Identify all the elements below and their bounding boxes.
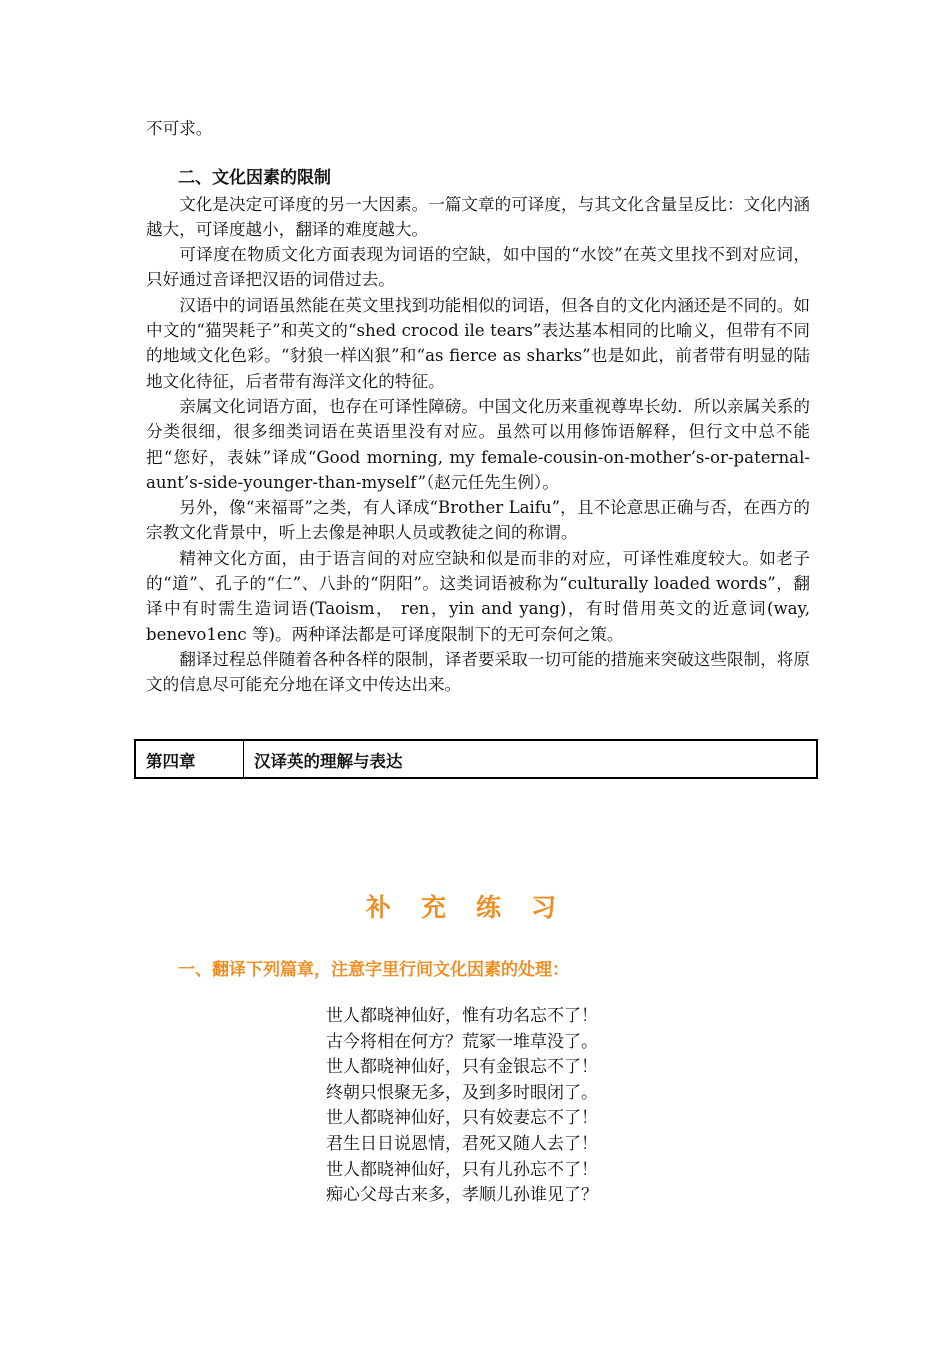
poem-line: 世人都晓神仙好，只有儿孙忘不了！ [326,1159,598,1180]
chapter-table [134,739,818,779]
section-heading: 二、文化因素的限制 [178,168,331,189]
paragraph-4: 亲属文化词语方面，也存在可译性障磅。中国文化历来重视尊卑长幼．所以亲属关系的分类很细，很多细类词语在英语里没有对应。虽然可以用修饰语解释，但行文中总不能把“您好，表妹”译成“Good morning, my female-cousin-on-mother’s-or-paternal-aunt’s-side-younger-than-myself”（赵元任先生例）。 [146,396,810,492]
paragraph-1: 文化是决定可译度的另一大因素。一篇文章的可译度，与其文化含量呈反比：文化内涵越大，可译度越小，翻译的难度越大。 [146,194,810,239]
body-text [146,116,810,698]
exercise-heading: 一、翻译下列篇章，注意字里行间文化因素的处理： [178,960,569,980]
poem-line: 世人都晓神仙好，只有姣妻忘不了！ [326,1108,598,1129]
exercise-title: 补充练习 [365,893,586,922]
top-line: 不可求。 [146,119,213,138]
poem-line: 痴心父母古来多，孝顺儿孙谁见了？ [326,1185,598,1206]
poem-line: 世人都晓神仙好，惟有功名忘不了！ [326,1006,598,1026]
poem-line: 君生日日说恩情，君死又随人去了！ [326,1133,598,1154]
paragraph-6: 精神文化方面，由于语言间的对应空缺和似是而非的对应，可译性难度较大。如老子的“道”、孔子的“仁”、八卦的“阴阳”。这类词语被称为“culturally loaded words”，翻译中有时需生造词语(Taoism， ren，yin and yang)，有时借用英文的近意词(way, benevo1enc 等)。两种译法都是可译度限制下的无可奈何之策。 [146,548,810,644]
poem [326,1004,598,1209]
chapter-title: 汉译英的理解与表达 [254,752,403,771]
paragraph-3: 汉语中的词语虽然能在英文里找到功能相似的词语，但各自的文化内涵还是不同的。如中文的“猫哭耗子”和英文的“shed crocod ile tears”表达基本相同的比喻义，但带有不同的地域文化色彩。“豺狼一样凶狠”和“as fierce as sharks”也是如此，前者带有明显的陆地文化待征，后者带有海洋文化的特征。 [146,295,810,391]
paragraph-2: 可译度在物质文化方面表现为词语的空缺，如中国的“水饺”在英文里找不到对应词，只好通过音译把汉语的词借过去。 [146,245,810,290]
paragraph-5: 另外，像“来福哥”之类，有人译成“Brother Laifu”，且不论意思正确与否，在西方的宗教文化背景中，听上去像是神职人员或教徒之间的称谓。 [146,498,810,543]
poem-line: 古今将相在何方？荒冢一堆草没了。 [326,1031,598,1052]
chapter-number: 第四章 [136,741,244,777]
paragraph-7: 翻译过程总伴随着各种各样的限制，译者要采取一切可能的措施来突破这些限制，将原文的信息尽可能充分地在译文中传达出来。 [146,649,810,695]
poem-line: 终朝只恨聚无多，及到多时眼闭了。 [326,1082,598,1103]
poem-line: 世人都晓神仙好，只有金银忘不了！ [326,1057,598,1078]
